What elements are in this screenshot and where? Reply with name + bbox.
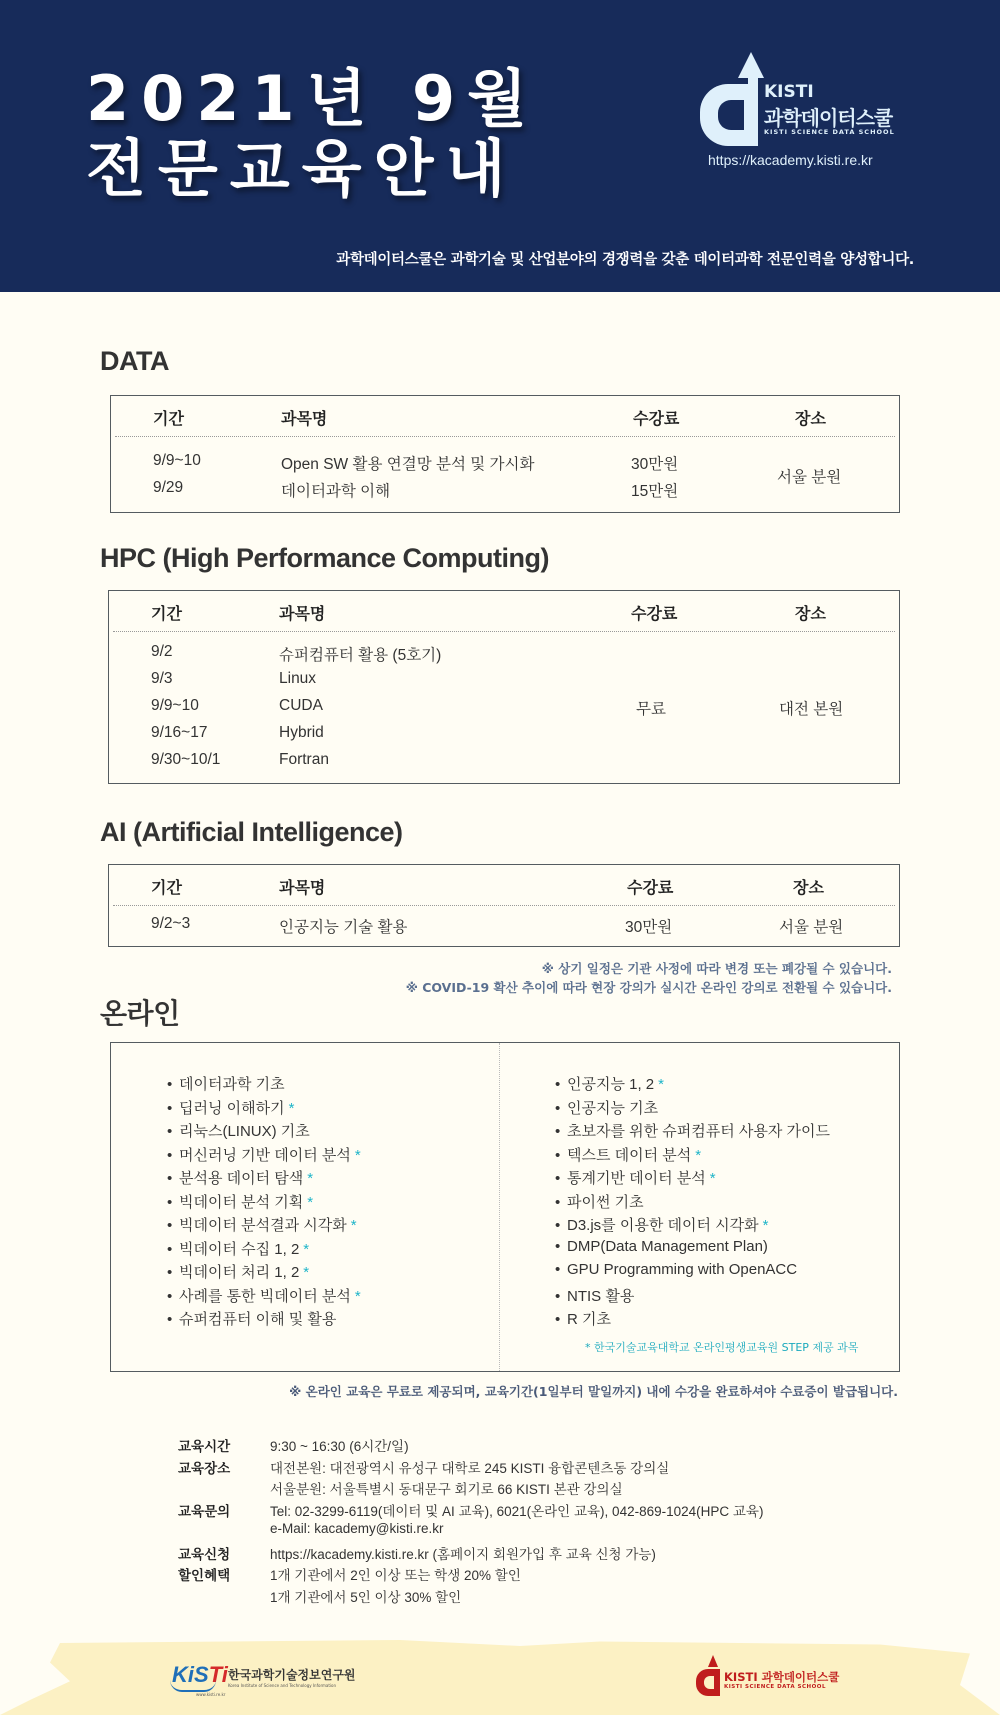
table-header [109, 865, 899, 905]
data-course-table [110, 395, 900, 513]
bullet-icon: • [555, 1099, 561, 1117]
section-title-online: 온라인 [100, 997, 180, 1030]
header-banner [0, 0, 1000, 292]
bullet-icon: • [167, 1217, 173, 1234]
bullet-icon: • [555, 1217, 561, 1234]
course-label: 분석용 데이터 탐색 [179, 1170, 304, 1187]
col-period: 기간 [151, 878, 182, 897]
col-period: 기간 [153, 409, 184, 428]
info-label: 교육시간 [178, 1439, 231, 1455]
logo-triangle-icon [708, 1655, 718, 1667]
step-provider-note: * 한국기술교육대학교 온라인평생교육원 STEP 제공 과목 [585, 1341, 859, 1354]
online-course-box [110, 1042, 900, 1372]
col-fee: 수강료 [633, 409, 680, 428]
info-label: 할인혜택 [178, 1568, 231, 1584]
course-label: 통계기반 데이터 분석 [567, 1170, 706, 1187]
col-fee: 수강료 [627, 878, 674, 897]
table-cell-fee: 30만원 [625, 919, 673, 936]
list-item [167, 1261, 361, 1285]
list-item [555, 1238, 834, 1262]
kisti-institute-logo [172, 1660, 372, 1700]
bullet-icon: • [555, 1261, 561, 1278]
table-cell-location: 서울 분원 [777, 469, 842, 486]
header-divider [113, 631, 895, 632]
table-header [111, 396, 899, 436]
bullet-icon: • [555, 1287, 561, 1305]
list-item [167, 1191, 361, 1215]
list-item [167, 1167, 361, 1191]
covid-note: ※ COVID-19 확산 추이에 따라 현장 강의가 실시간 온라인 강의로 전환될 수 있습니다. [405, 980, 892, 995]
bullet-icon: • [555, 1311, 561, 1328]
kisti-url: www.kisti.re.kr [196, 1692, 226, 1697]
course-label: 딥러닝 이해하기 [179, 1099, 285, 1117]
course-label: 빅데이터 분석 기획 [179, 1193, 304, 1211]
tagline: 과학데이터스쿨은 과학기술 및 산업분야의 경쟁력을 갖춘 데이터과학 전문인력을 양성합니다. [336, 252, 914, 268]
online-list-left [167, 1073, 361, 1332]
star-icon: * [709, 1170, 716, 1187]
email-link[interactable]: e-Mail: kacademy@kisti.re.kr [270, 1521, 444, 1536]
school-subtitle: KISTI SCIENCE DATA SCHOOL [724, 1684, 826, 1690]
kisti-name-ko: 한국과학기술정보연구원 [228, 1668, 356, 1682]
course-label: 초보자를 위한 슈퍼컴퓨터 사용자 가이드 [567, 1123, 831, 1140]
col-course: 과목명 [279, 604, 326, 623]
logo-triangle-icon [738, 52, 764, 78]
bullet-icon: • [167, 1123, 173, 1140]
section-title-data: DATA [100, 346, 169, 376]
bullet-icon: • [555, 1237, 561, 1255]
col-location: 장소 [793, 878, 824, 897]
course-label: 슈퍼컴퓨터 이해 및 활용 [179, 1311, 337, 1328]
course-label: 데이터과학 기초 [179, 1076, 285, 1093]
science-data-school-logo [698, 48, 928, 178]
info-label: 교육장소 [178, 1460, 231, 1477]
info-label: 교육신청 [178, 1546, 231, 1563]
list-item [167, 1144, 361, 1168]
logo-d-icon [700, 84, 756, 146]
table-cell-period: 9/9~10 [153, 452, 201, 469]
star-icon: * [288, 1099, 295, 1117]
header-divider [115, 436, 895, 437]
info-label: 교육문의 [178, 1503, 231, 1520]
apply-link[interactable]: https://kacademy.kisti.re.kr (홈페이지 회원가입 후 교육 신청 가능) [270, 1546, 656, 1562]
list-item [555, 1120, 834, 1144]
title-line-1: 2021년 9월 [86, 62, 540, 135]
list-item [555, 1261, 834, 1285]
bullet-icon: • [167, 1287, 173, 1305]
col-course: 과목명 [281, 409, 328, 428]
list-item [167, 1214, 361, 1238]
bullet-icon: • [555, 1123, 561, 1140]
info-value: 9:30 ~ 16:30 (6시간/일) [270, 1439, 409, 1454]
list-item [167, 1073, 361, 1097]
course-label: 빅데이터 처리 1, 2 [179, 1264, 300, 1281]
info-value: 서울분원: 서울특별시 동대문구 회기로 66 KISTI 본관 강의실 [270, 1482, 623, 1497]
course-label: 리눅스(LINUX) 기초 [179, 1123, 310, 1140]
schedule-change-note: ※ 상기 일정은 기관 사정에 따라 변경 또는 폐강될 수 있습니다. [541, 961, 892, 976]
star-icon: * [303, 1240, 310, 1258]
col-course: 과목명 [279, 878, 326, 897]
course-label: GPU Programming with OpenACC [567, 1261, 798, 1278]
course-label: 텍스트 데이터 분석 [567, 1146, 692, 1164]
info-value: 대전본원: 대전광역시 유성구 대학로 245 KISTI 융합콘텐츠동 강의실 [270, 1460, 670, 1476]
table-header [109, 591, 899, 631]
bullet-icon: • [555, 1170, 561, 1187]
list-item [555, 1073, 834, 1097]
course-label: 사례를 통한 빅데이터 분석 [179, 1287, 351, 1305]
bullet-icon: • [555, 1146, 561, 1164]
star-icon: * [307, 1170, 314, 1187]
logo-subtitle: KISTI SCIENCE DATA SCHOOL [764, 128, 895, 136]
star-icon: * [354, 1287, 361, 1305]
info-value: 1개 기관에서 2인 이상 또는 학생 20% 할인 [270, 1568, 521, 1583]
course-label: 빅데이터 분석결과 시각화 [179, 1217, 347, 1234]
course-label: R 기초 [567, 1311, 611, 1328]
bullet-icon: • [555, 1076, 561, 1093]
course-label: 머신러닝 기반 데이터 분석 [179, 1146, 351, 1164]
course-label: 파이썬 기초 [567, 1193, 644, 1211]
header-divider [113, 905, 895, 906]
star-icon: * [762, 1217, 769, 1234]
course-label: 인공지능 기초 [567, 1099, 659, 1117]
star-icon: * [695, 1146, 702, 1164]
col-fee: 수강료 [631, 604, 678, 623]
col-location: 장소 [795, 604, 826, 623]
list-item [167, 1097, 361, 1121]
star-icon: * [354, 1146, 361, 1164]
list-item [555, 1144, 834, 1168]
science-data-school-footer-logo [694, 1655, 864, 1700]
table-cell-course: Open SW 활용 연결망 분석 및 가시화 [281, 456, 535, 473]
table-cell-fee: 30만원 [631, 456, 679, 473]
bullet-icon: • [167, 1193, 173, 1211]
table-cell-period: 9/16~17 [151, 724, 208, 741]
course-label: 빅데이터 수집 1, 2 [179, 1240, 300, 1258]
bullet-icon: • [167, 1311, 173, 1328]
kisti-mark-icon: KiSTi [172, 1662, 228, 1687]
list-item [555, 1285, 834, 1309]
table-cell-course: CUDA [279, 697, 323, 714]
logo-d-icon [696, 1669, 720, 1696]
list-item [167, 1120, 361, 1144]
bullet-icon: • [555, 1193, 561, 1211]
online-list-right [555, 1073, 834, 1332]
table-cell-location: 서울 분원 [779, 919, 844, 936]
list-item [555, 1191, 834, 1215]
column-divider [499, 1043, 500, 1371]
info-value: Tel: 02-3299-6119(데이터 및 AI 교육), 6021(온라인 교육), 042-869-1024(HPC 교육) [270, 1503, 764, 1519]
star-icon: * [350, 1217, 357, 1234]
bullet-icon: • [167, 1264, 173, 1281]
bullet-icon: • [167, 1146, 173, 1164]
table-cell-course: Fortran [279, 751, 329, 768]
table-cell-course: Linux [279, 670, 317, 687]
table-cell-fee: 무료 [636, 701, 666, 718]
section-title-ai: AI (Artificial Intelligence) [100, 817, 403, 847]
title-line-2: 전문교육안내 [86, 132, 518, 205]
swoosh-icon [170, 1680, 216, 1692]
online-footnote: ※ 온라인 교육은 무료로 제공되며, 교육기간(1일부터 말일까지) 내에 수강을 완료하셔야 수료증이 발급됩니다. [289, 1384, 898, 1399]
bullet-icon: • [167, 1076, 173, 1093]
school-name: KISTI 과학데이터스쿨 [724, 1670, 840, 1684]
logo-name-en: KISTI [764, 82, 814, 102]
section-title-hpc: HPC (High Performance Computing) [100, 543, 550, 573]
col-location: 장소 [795, 409, 826, 428]
table-cell-course: Hybrid [279, 724, 324, 741]
course-label: DMP(Data Management Plan) [567, 1237, 768, 1255]
list-item [167, 1238, 361, 1262]
table-cell-period: 9/29 [153, 479, 184, 496]
hpc-course-table [108, 590, 900, 784]
list-item [167, 1285, 361, 1309]
table-cell-period: 9/30~10/1 [151, 751, 221, 768]
table-cell-course: 슈퍼컴퓨터 활용 (5호기) [279, 647, 442, 664]
course-label: D3.js를 이용한 데이터 시각화 [567, 1217, 759, 1234]
ai-course-table [108, 864, 900, 947]
star-icon: * [303, 1264, 310, 1281]
col-period: 기간 [151, 604, 182, 623]
course-label: NTIS 활용 [567, 1287, 635, 1305]
page-title [86, 64, 539, 204]
table-cell-course: 데이터과학 이해 [281, 483, 391, 500]
list-item [555, 1097, 834, 1121]
table-cell-period: 9/2 [151, 643, 173, 660]
list-item [555, 1214, 834, 1238]
table-cell-period: 9/9~10 [151, 697, 199, 714]
list-item [555, 1167, 834, 1191]
course-label: 인공지능 1, 2 [567, 1076, 655, 1093]
kisti-name-en: Korea Institute of Science and Technology Information [228, 1683, 337, 1688]
star-icon: * [307, 1193, 314, 1211]
table-cell-course: 인공지능 기술 활용 [279, 919, 408, 936]
table-cell-period: 9/3 [151, 670, 173, 687]
table-cell-location: 대전 본원 [779, 701, 844, 718]
bullet-icon: • [167, 1240, 173, 1258]
logo-name-ko: 과학데이터스쿨 [764, 106, 893, 130]
list-item [555, 1308, 834, 1332]
bullet-icon: • [167, 1099, 173, 1117]
list-item [167, 1308, 361, 1332]
star-icon: * [658, 1076, 664, 1093]
bullet-icon: • [167, 1170, 173, 1187]
table-cell-fee: 15만원 [631, 483, 679, 500]
website-link[interactable]: https://kacademy.kisti.re.kr [708, 152, 873, 168]
info-value: 1개 기관에서 5인 이상 30% 할인 [270, 1589, 462, 1605]
table-cell-period: 9/2~3 [151, 915, 191, 932]
